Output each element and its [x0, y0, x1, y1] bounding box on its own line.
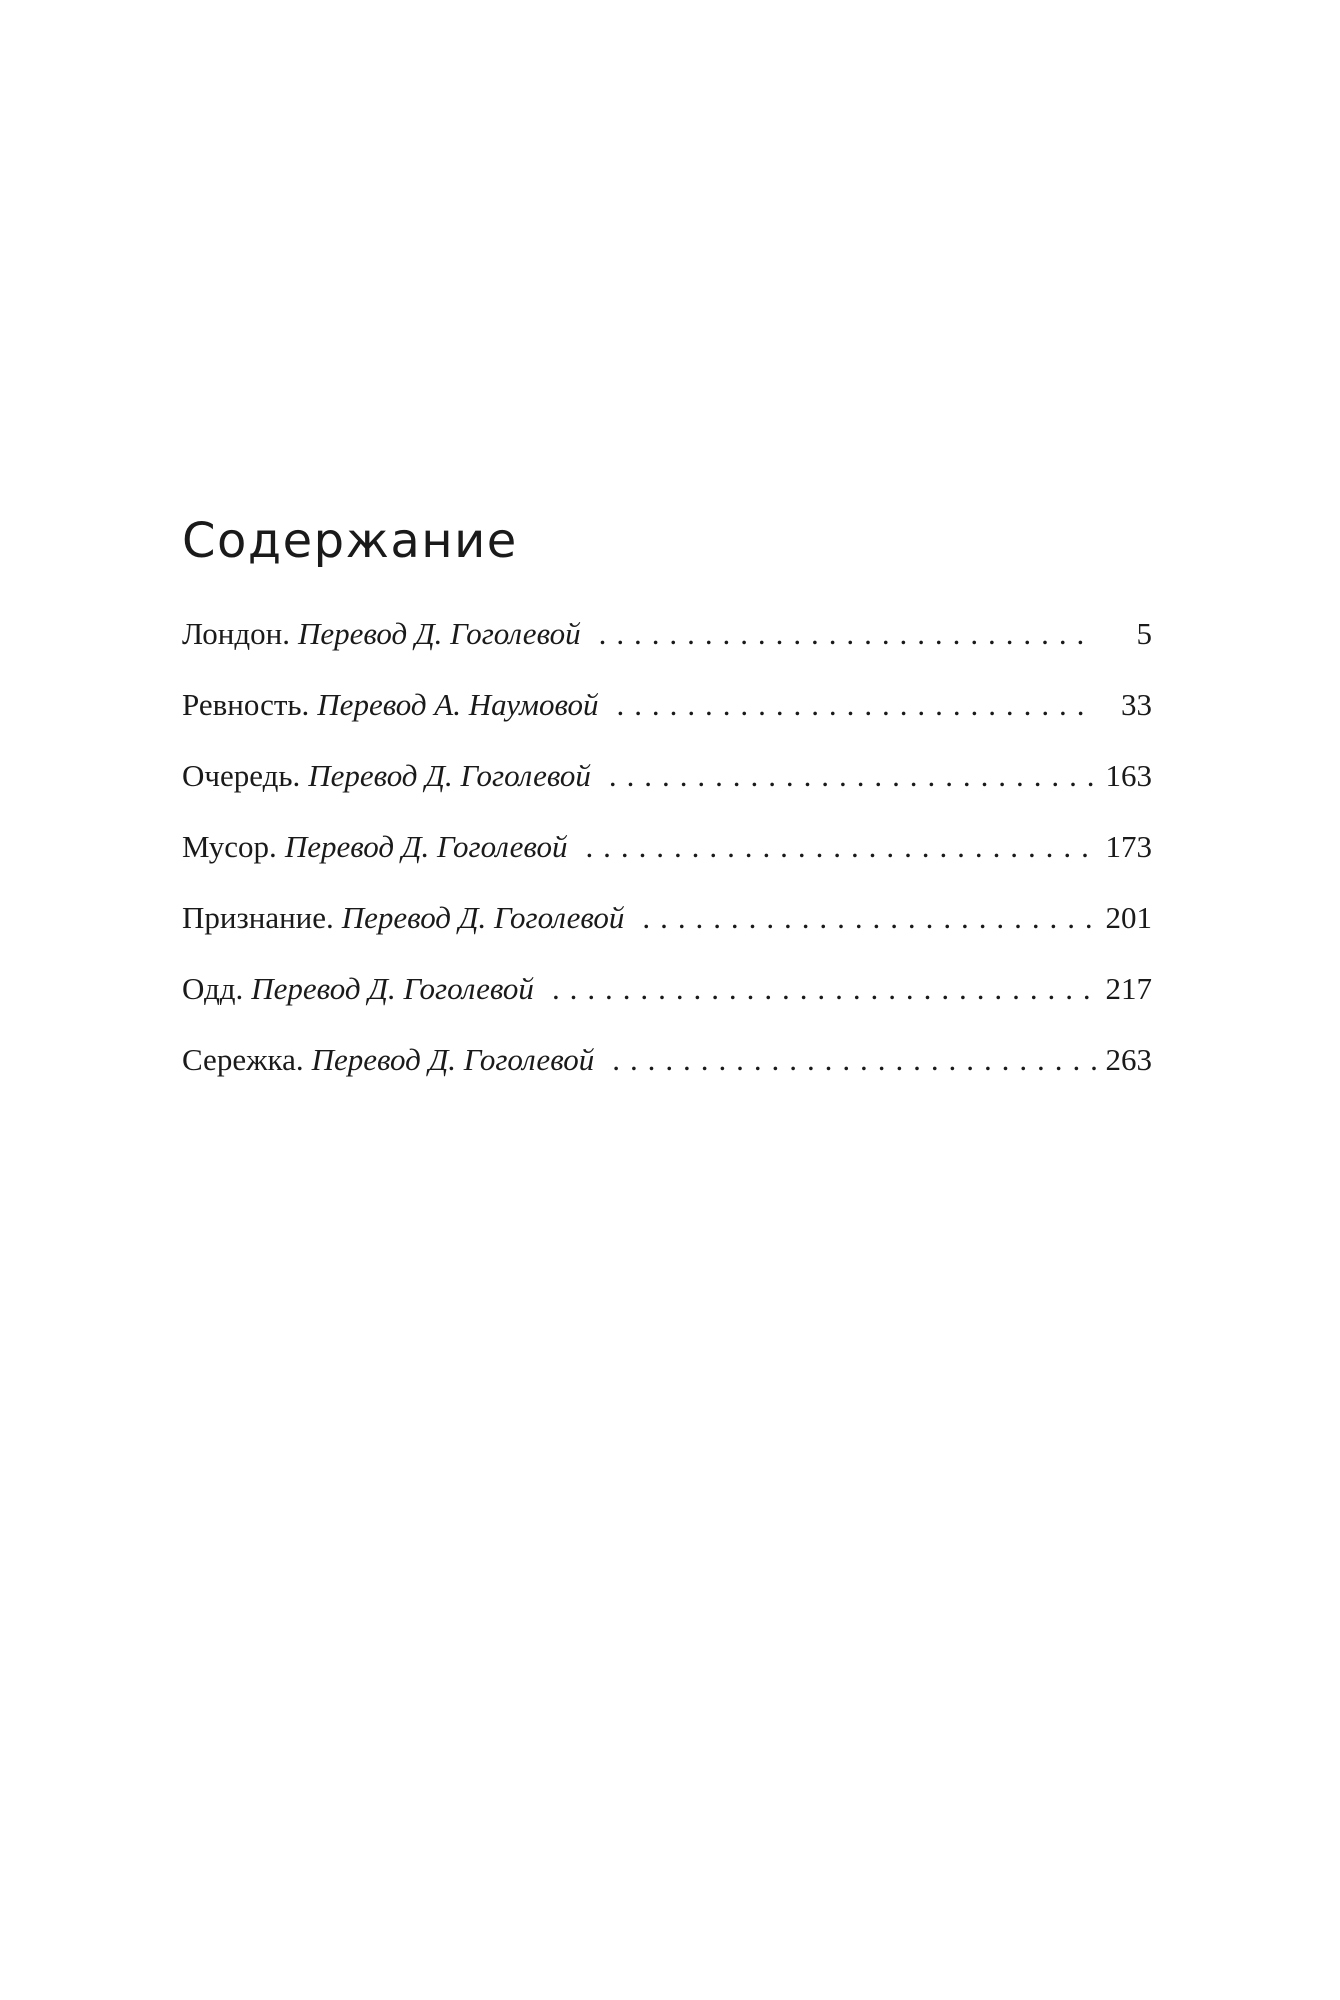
toc-title: Содержание — [182, 513, 518, 569]
dot-leader — [617, 685, 1096, 725]
dot-leader — [609, 756, 1096, 796]
toc-entry — [182, 969, 1152, 1040]
dot-leader — [612, 1040, 1096, 1080]
toc-entry — [182, 614, 1152, 685]
translator-credit: Перевод Д. Гоголевой — [251, 971, 534, 1006]
translator-credit: Перевод Д. Гоголевой — [297, 616, 581, 651]
translator-credit: Перевод А. Наумовой — [317, 687, 599, 722]
story-title: Одд. — [182, 971, 244, 1006]
story-title: Очередь. — [182, 758, 301, 793]
story-title: Признание. — [182, 900, 334, 935]
page-number: 217 — [1105, 971, 1152, 1006]
translator-credit: Перевод Д. Гоголевой — [341, 900, 625, 935]
story-title: Лондон. — [182, 616, 290, 651]
toc-entry — [182, 827, 1152, 898]
translator-credit: Перевод Д. Гоголевой — [308, 758, 591, 793]
page-number: 5 — [1136, 616, 1152, 651]
story-title: Ревность. — [182, 687, 310, 722]
story-title: Мусор. — [182, 829, 277, 864]
page-number: 33 — [1121, 687, 1152, 722]
table-of-contents — [182, 510, 1152, 1111]
translator-credit: Перевод Д. Гоголевой — [284, 829, 568, 864]
translator-credit: Перевод Д. Гоголевой — [311, 1042, 595, 1077]
toc-entry — [182, 756, 1152, 827]
dot-leader — [642, 898, 1096, 938]
dot-leader — [599, 614, 1096, 654]
page-number: 163 — [1105, 758, 1152, 793]
dot-leader — [552, 969, 1096, 1009]
toc-entry — [182, 898, 1152, 969]
dot-leader — [585, 827, 1096, 867]
toc-entry — [182, 685, 1152, 756]
page-number: 173 — [1105, 829, 1152, 864]
page-number: 263 — [1105, 1042, 1152, 1077]
page-number: 201 — [1105, 900, 1152, 935]
story-title: Сережка. — [182, 1042, 304, 1077]
toc-entry — [182, 1040, 1152, 1111]
toc-list — [182, 614, 1152, 1111]
